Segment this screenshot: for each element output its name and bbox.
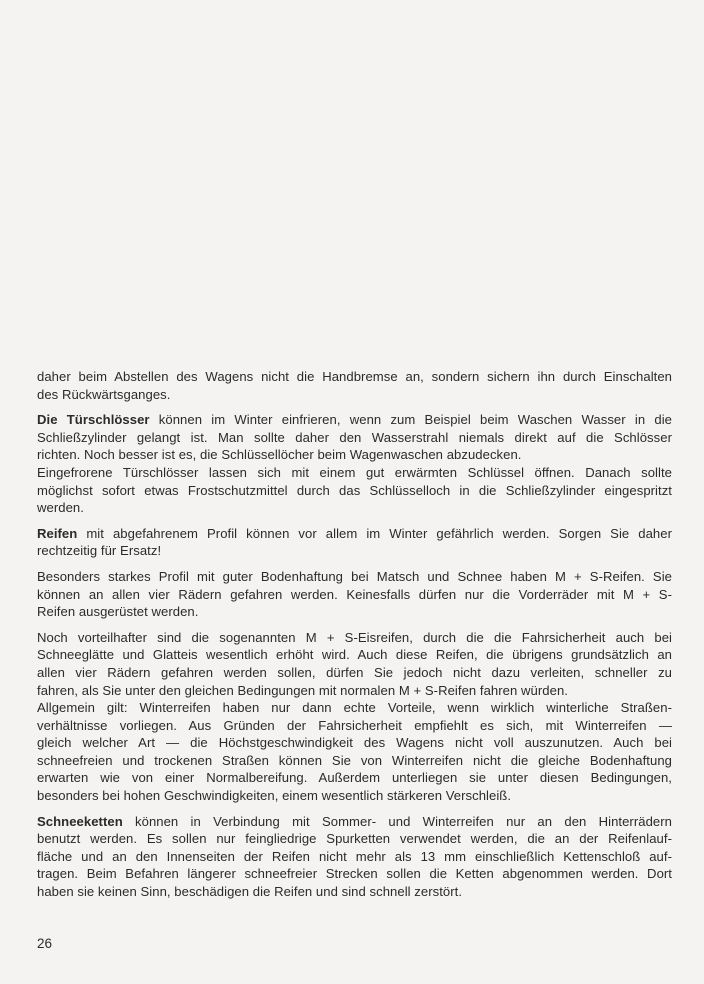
text-line: benutzt werden. Es sollen nur feingliedrige Spurketten verwendet werden, die an der Reifenlauf- xyxy=(37,831,672,847)
paragraph-winterreifen xyxy=(37,699,672,805)
keyword-tuerschloesser: Die Türschlösser xyxy=(37,412,150,428)
paragraph-handbremse xyxy=(37,368,672,403)
text-line: rechtzeitig für Ersatz! xyxy=(37,543,162,559)
text-line xyxy=(37,525,672,543)
text-line: tragen. Beim Befahren längerer schneefreier Strecken sollen die Ketten abgenommen werden. Dort xyxy=(37,866,672,882)
text-line: fläche und an den Innenseiten der Reifen nicht mehr als 13 mm einschließlich Kettenschloß auf- xyxy=(37,848,672,864)
text-line: gleich welcher Art — die Höchstgeschwindigkeit des Wagens nicht voll auszunutzen. Auch bei xyxy=(37,735,672,751)
text-segment: können im Winter einfrieren, wenn zum Beispiel beim Waschen Wasser in die xyxy=(149,412,672,428)
text-line: fahren, als Sie unter den gleichen Bedingungen mit normalen M + S-Reifen fahren würden. xyxy=(37,682,568,698)
text-segment: können in Verbindung mit Sommer- und Winterreifen nur an den Hinterrädern xyxy=(122,813,672,829)
paragraph-schneeketten xyxy=(37,813,672,901)
text-line: haben sie keinen Sinn, beschädigen die Reifen und sind schnell zerstört. xyxy=(37,884,463,900)
paragraph-ms-reifen xyxy=(37,568,672,621)
keyword-reifen: Reifen xyxy=(37,525,78,541)
text-line: verhältnisse vorliegen. Aus Gründen der Fahrsicherheit empfiehlt es sich, mit Winterreifen — xyxy=(37,717,672,733)
text-segment: mit abgefahrenem Profil können vor allem im Winter gefährlich werden. Sorgen Sie daher xyxy=(77,525,672,541)
text-line: Reifen ausgerüstet werden. xyxy=(37,604,199,620)
paragraph-tuerschloesser xyxy=(37,411,672,517)
body-text xyxy=(37,368,672,901)
text-line: erwarten wie von einer Normalbereifung. Außerdem unterliegen sie unter diesen Bedingungen, xyxy=(37,770,672,786)
text-line: schneefreien und trockenen Straßen können Sie von Winterreifen nicht die gleiche Bodenhaftung xyxy=(37,752,672,768)
text-line: daher beim Abstellen des Wagens nicht die Handbremse an, sondern sichern ihn durch Einschalten xyxy=(37,369,672,384)
page-number: 26 xyxy=(37,936,53,951)
text-line xyxy=(37,813,672,831)
text-line: werden. xyxy=(37,500,84,516)
text-line: Allgemein gilt: Winterreifen haben nur dann echte Vorteile, wenn wirklich winterliche Straßen- xyxy=(37,700,672,716)
text-line: Besonders starkes Profil mit guter Bodenhaftung bei Matsch und Schnee haben M + S-Reifen. Sie xyxy=(37,568,672,584)
text-line: des Rückwärtsganges. xyxy=(37,386,171,402)
text-line: Schließzylinder gelangt ist. Man sollte daher den Wasserstrahl niemals direkt auf die Schlösser xyxy=(37,429,672,445)
keyword-schneeketten: Schneeketten xyxy=(37,813,123,829)
text-line: richten. Noch besser ist es, die Schlüssellöcher beim Wagenwaschen abzudecken. xyxy=(37,447,522,463)
text-line: Eingefrorene Türschlösser lassen sich mit einem gut erwärmten Schlüssel öffnen. Danach sollte xyxy=(37,464,672,480)
text-line: Noch vorteilhafter sind die sogenannten M + S-Eisreifen, durch die die Fahrsicherheit auch bei xyxy=(37,629,672,645)
text-line: Schneeglätte und Glatteis wesentlich erhöht wird. Auch diese Reifen, die übrigens grundsätzlich an xyxy=(37,647,672,663)
text-line xyxy=(37,411,672,429)
text-line: möglichst sofort etwas Frostschutzmittel durch das Schlüsselloch in die Schließzylinder eingespritzt xyxy=(37,482,672,498)
text-line: können an allen vier Rädern gefahren werden. Keinesfalls dürfen nur die Vorderräder mit M + S- xyxy=(37,586,672,602)
paragraph-eisreifen xyxy=(37,629,672,699)
paragraph-reifen xyxy=(37,525,672,560)
text-line: allen vier Rädern gefahren werden sollen, dürfen Sie jedoch nicht dazu verleiten, schneller zu xyxy=(37,664,672,680)
text-line: besonders bei hohen Geschwindigkeiten, einem wesentlich stärkeren Verschleiß. xyxy=(37,788,512,804)
